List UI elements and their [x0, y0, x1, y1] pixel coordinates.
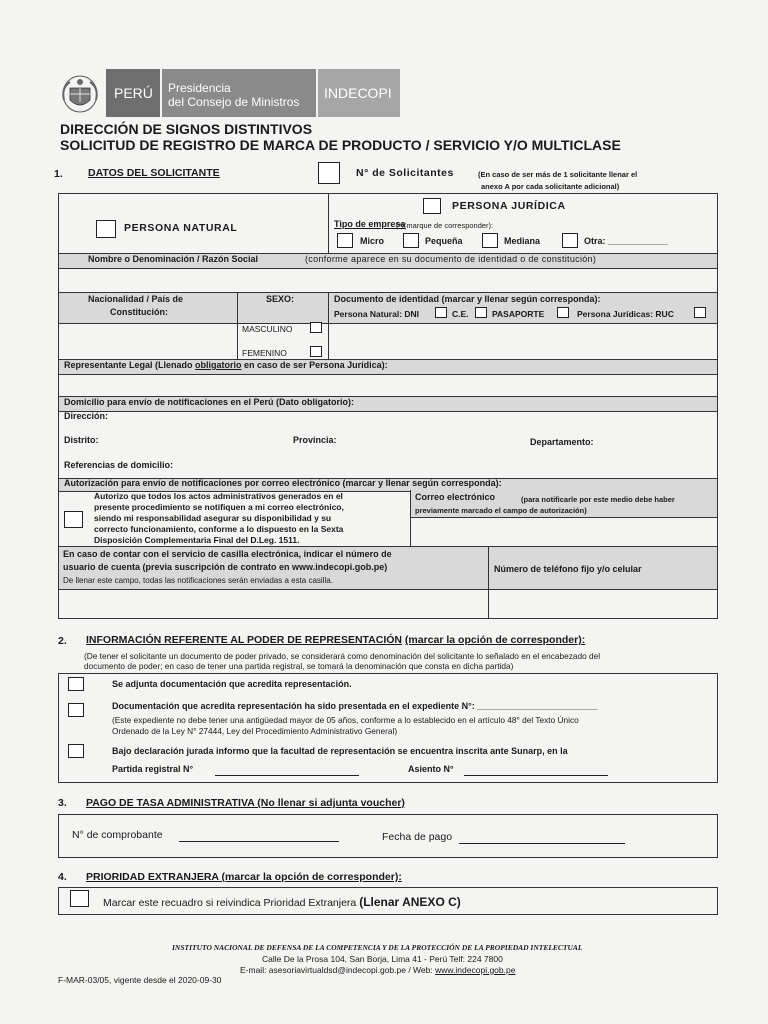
referencias-label[interactable]: Referencias de domicilio: [64, 460, 174, 470]
num-solicitantes-box[interactable] [318, 162, 340, 184]
documento-label: Documento de identidad (marcar y llenar según corresponda): [334, 294, 601, 304]
representacion-opt1-checkbox[interactable] [68, 677, 84, 691]
persona-natural-label: PERSONA NATURAL [124, 222, 238, 234]
representante-label: Representante Legal (Llenado obligatorio en caso de ser Persona Jurídica): [64, 360, 388, 370]
section2-intro-line2: documento de poder; en caso de tener una partida registral, se tomará la denominación que consta en dicha partida) [84, 661, 514, 671]
distrito-label[interactable]: Distrito: [64, 435, 99, 445]
sexo-label: SEXO: [266, 294, 295, 304]
pequena-checkbox[interactable] [403, 233, 419, 248]
form-code: F-MAR-03/05, vigente desde el 2020-09-30 [58, 975, 222, 985]
asiento-field[interactable] [464, 764, 608, 776]
indecopi-label: INDECOPI [324, 85, 392, 101]
num-solicitantes-note2: anexo A por cada solicitante adicional) [481, 182, 620, 191]
prioridad-checkbox[interactable] [70, 890, 89, 907]
nombre-note: (conforme aparece en su documento de identidad o de constitución) [305, 254, 597, 264]
partida-label: Partida registral N° [112, 764, 194, 774]
autorizacion-label: Autorización para envío de notificaciones por correo electrónico (marcar y llenar según corresponda): [64, 478, 502, 488]
persona-juridica-checkbox[interactable] [423, 198, 441, 214]
pasaporte-checkbox[interactable] [557, 307, 569, 318]
footer-institute: INSTITUTO NACIONAL DE DEFENSA DE LA COMPETENCIA Y DE LA PROTECCIÓN DE LA PROPIEDAD INTELECTUAL [172, 943, 583, 952]
telefono-label: Número de teléfono fijo y/o celular [494, 564, 642, 574]
femenino-label: FEMENINO [242, 348, 287, 358]
presidencia-line1: Presidencia [168, 81, 231, 95]
title-line1: DIRECCIÓN DE SIGNOS DISTINTIVOS [60, 121, 313, 137]
nacionalidad-line1: Nacionalidad / País de [88, 294, 184, 304]
otra-checkbox[interactable] [562, 233, 578, 248]
pequena-label: Pequeña [425, 236, 463, 246]
web-link[interactable]: www.indecopi.gob.pe [435, 965, 516, 975]
section2-title: INFORMACIÓN REFERENTE AL PODER DE REPRESENTACIÓN (marcar la opción de corresponder): [86, 634, 586, 646]
section3-title: PAGO DE TASA ADMINISTRATIVA (No llenar si adjunta voucher) [86, 797, 405, 809]
casilla-line3: De llenar este campo, todas las notificaciones serán enviadas a esta casilla. [63, 576, 333, 585]
otra-label[interactable]: Otra: ____________ [584, 236, 669, 246]
num-solicitantes-note1: (En caso de ser más de 1 solicitante llenar el [478, 170, 638, 179]
section1-number: 1. [54, 168, 63, 180]
direccion-label[interactable]: Dirección: [64, 411, 109, 421]
peru-block [106, 69, 160, 117]
nacionalidad-line2: Constitución: [110, 307, 168, 317]
correo-note1: (para notificarle por este medio debe haber [521, 495, 675, 504]
section2-intro-line1: (De tener el solicitante un documento de poder privado, se considerará como denominación del solicitante lo señalado en el encabezado del [84, 651, 601, 661]
footer-address: Calle De la Prosa 104, San Borja, Lima 41 - Perú Telf: 224 7800 [262, 954, 503, 964]
representacion-opt2-checkbox[interactable] [68, 703, 84, 717]
domicilio-label: Domicilio para envío de notificaciones en el Perú (Dato obligatorio): [64, 397, 355, 407]
section4-number: 4. [58, 871, 67, 883]
nombre-label: Nombre o Denominación / Razón Social [88, 254, 259, 264]
footer-email: E-mail: asesoriavirtualdsd@indecopi.gob.pe / Web: www.indecopi.gob.pe [240, 965, 516, 975]
masculino-label: MASCULINO [242, 324, 293, 334]
section1-title: DATOS DEL SOLICITANTE [88, 167, 220, 179]
departamento-label[interactable]: Departamento: [530, 437, 594, 447]
representante-field[interactable] [59, 374, 717, 396]
micro-checkbox[interactable] [337, 233, 353, 248]
representacion-opt1-label: Se adjunta documentación que acredita representación. [112, 679, 352, 689]
section2-number: 2. [58, 635, 67, 647]
asiento-label: Asiento N° [408, 764, 454, 774]
persona-natural-doc-label: Persona Natural: DNI [334, 309, 420, 319]
micro-label: Micro [360, 236, 385, 246]
casilla-field[interactable] [59, 590, 487, 618]
persona-juridica-label: PERSONA JURÍDICA [452, 200, 566, 212]
correo-note2: previamente marcado el campo de autorización) [415, 506, 587, 515]
ce-checkbox[interactable] [475, 307, 487, 318]
indecopi-block [318, 69, 400, 117]
mediana-label: Mediana [504, 236, 541, 246]
dni-checkbox[interactable] [435, 307, 447, 318]
peru-coat-of-arms-logo [58, 70, 102, 116]
section3-number: 3. [58, 797, 67, 809]
comprobante-label: N° de comprobante [72, 829, 163, 841]
presidencia-block [162, 69, 316, 117]
ce-label: C.E. [452, 309, 469, 319]
femenino-checkbox[interactable] [310, 346, 322, 357]
peru-label: PERÚ [114, 85, 153, 101]
correo-field[interactable] [411, 518, 717, 546]
representacion-opt2-label: Documentación que acredita representación ha sido presentada en el expediente N°: ________________________ [112, 701, 598, 711]
provincia-label[interactable]: Provincia: [293, 435, 337, 445]
autorizacion-checkbox[interactable] [64, 511, 83, 528]
pasaporte-label: PASAPORTE [492, 309, 545, 319]
masculino-checkbox[interactable] [310, 322, 322, 333]
presidencia-line2: del Consejo de Ministros [168, 95, 300, 109]
prioridad-text: Marcar este recuadro si reivindica Prioridad Extranjera (Llenar ANEXO C) [103, 895, 461, 909]
partida-field[interactable] [215, 764, 359, 776]
title-line2: SOLICITUD DE REGISTRO DE MARCA DE PRODUCTO / SERVICIO Y/O MULTICLASE [60, 137, 621, 153]
nombre-field[interactable] [59, 268, 717, 292]
correo-label: Correo electrónico [415, 492, 496, 502]
casilla-line2: usuario de cuenta (previa suscripción de contrato en www.indecopi.gob.pe) [63, 562, 388, 572]
comprobante-field[interactable] [179, 830, 339, 842]
representacion-opt3-checkbox[interactable] [68, 744, 84, 758]
fecha-pago-field[interactable] [459, 832, 625, 844]
section4-title: PRIORIDAD EXTRANJERA (marcar la opción de corresponder): [86, 871, 402, 883]
persona-natural-checkbox[interactable] [96, 220, 116, 238]
representacion-opt2-note1: (Este expediente no debe tener una antigüedad mayor de 05 años, conforme a lo establecido en el artículo 48° del Texto Único [112, 715, 579, 725]
persona-juridica-doc-label: Persona Jurídicas: RUC [577, 309, 674, 319]
ruc-checkbox[interactable] [694, 307, 706, 318]
telefono-field[interactable] [489, 590, 717, 618]
representacion-opt2-note2: Ordenado de la Ley N° 27444, Ley del Procedimiento Administrativo General) [112, 726, 398, 736]
tipo-empresa-note: (*)(marque de corresponder): [396, 221, 494, 230]
casilla-line1: En caso de contar con el servicio de casilla electrónica, indicar el número de [63, 549, 392, 559]
representacion-opt3-label: Bajo declaración jurada informo que la facultad de representación se encuentra inscrita ante Sunarp, en la [112, 746, 568, 756]
tipo-empresa-label: Tipo de empresa [334, 219, 406, 229]
num-solicitantes-label: N° de Solicitantes [356, 167, 454, 179]
mediana-checkbox[interactable] [482, 233, 498, 248]
fecha-pago-label: Fecha de pago [382, 831, 453, 843]
